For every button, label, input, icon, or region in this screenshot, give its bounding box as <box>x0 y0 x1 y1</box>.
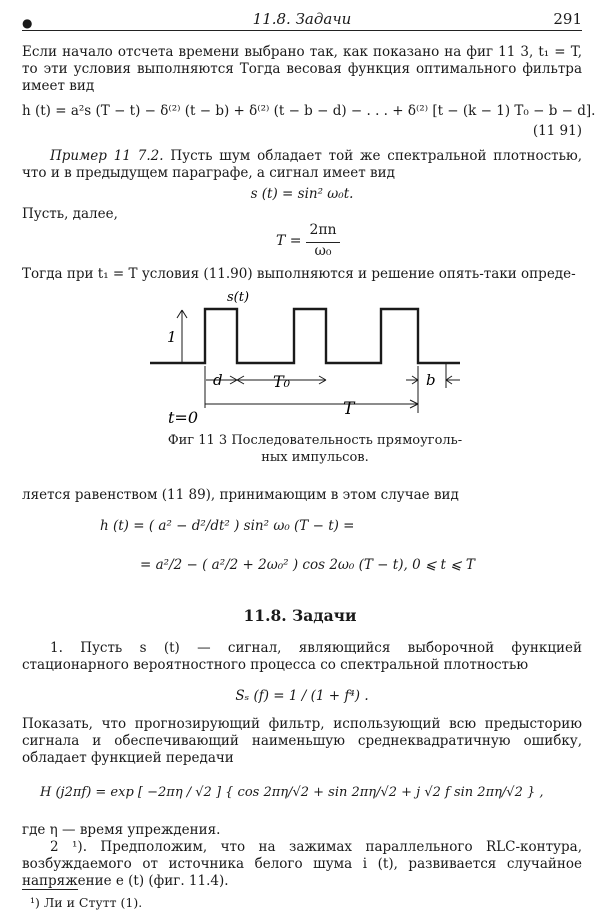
label-signal: s(t) <box>227 290 250 305</box>
label-d: d <box>213 371 223 389</box>
figure-caption <box>150 432 480 466</box>
equation-h-line2: = a²/2 − ( a²/2 + 2ω₀² ) cos 2ω₀ (T − t), 0 ⩽ t ⩽ T <box>140 557 475 573</box>
period-lhs: T = <box>276 233 302 249</box>
example-label: Пример 11 7.2. <box>50 148 164 164</box>
page-number: 291 <box>553 10 582 28</box>
period-denominator: ω₀ <box>314 243 332 259</box>
example-paragraph <box>22 148 582 182</box>
label-b: b <box>426 371 436 389</box>
footnote: ¹) Ли и Стутт (1). <box>30 895 143 910</box>
equation-spectrum: Sₛ (f) = 1 / (1 + f⁴) . <box>235 688 369 704</box>
equation-period <box>276 222 356 262</box>
equation-h-line1: h (t) = ( a² − d²/dt² ) sin² ω₀ (T − t) = <box>100 518 355 534</box>
equation-transfer: H (j2πf) = exp [ −2πη / √2 ] { cos 2πη/√2 + sin 2πη/√2 + j √2 f sin 2πη/√2 } , <box>40 785 544 800</box>
footnote-rule <box>22 889 78 890</box>
task-1-note: где η — время упреждения. <box>22 822 221 838</box>
task-1-claim: Показать, что прогнозирующий фильтр, использующий всю предысторию сигнала и обеспечивающий наименьшую среднеквадратичную ошибку, обладает функцией передачи <box>22 716 582 767</box>
section-title: 11.8. Задачи <box>243 606 357 625</box>
paragraph-intro: Если начало отсчета времени выбрано так, как показано на фиг 11 3, t₁ = T, то эти условия выполняются Тогда весовая функция оптимального фильтра имеет вид <box>22 44 582 95</box>
task-1-statement: 1. Пусть s (t) — сигнал, являющийся выборочной функцией стационарного вероятностного процесса со спектральной плотностью <box>22 640 582 674</box>
page-header <box>22 8 582 31</box>
paragraph-continued: ляется равенством (11 89), принимающим в этом случае вид <box>22 487 459 503</box>
equation-signal: s (t) = sin² ω₀t. <box>250 186 354 202</box>
label-T: T <box>343 399 355 419</box>
caption-line-2: ных импульсов. <box>261 450 369 465</box>
task-2-statement: 2 ¹). Предположим, что на зажимах параллельного RLC-контура, возбуждаемого от источника белого шума i (t), развивается случайное напряжение e (t) (фиг. 11.4). <box>22 839 582 890</box>
header-mark: ● <box>22 16 33 30</box>
paragraph-further: Пусть, далее, <box>22 206 118 222</box>
period-numerator: 2πn <box>309 222 337 238</box>
label-amplitude: 1 <box>167 328 177 346</box>
example-text: Пусть шум обладает той же спектральной плотностью, что и в предыдущем параграфе, а сигнал имеет вид <box>22 148 582 182</box>
running-title: 11.8. Задачи <box>252 10 352 28</box>
label-T0: T₀ <box>273 372 291 391</box>
caption-line-1: Фиг 11 3 Последовательность прямоуголь- <box>167 433 463 448</box>
equation-number-11-91: (11 91) <box>532 123 582 139</box>
figure-11-3 <box>0 288 600 428</box>
equation-11-91: h (t) = a²s (T − t) − δ⁽²⁾ (t − b) + δ⁽²⁾ (t − b − d) − . . . + δ⁽²⁾ [t − (k − 1) T₀ − b − d]. <box>22 103 596 119</box>
pulse-train <box>150 309 460 363</box>
label-t0: t=0 <box>168 408 199 427</box>
paragraph-then: Тогда при t₁ = T условия (11.90) выполняются и решение опять-таки опреде- <box>22 266 576 282</box>
